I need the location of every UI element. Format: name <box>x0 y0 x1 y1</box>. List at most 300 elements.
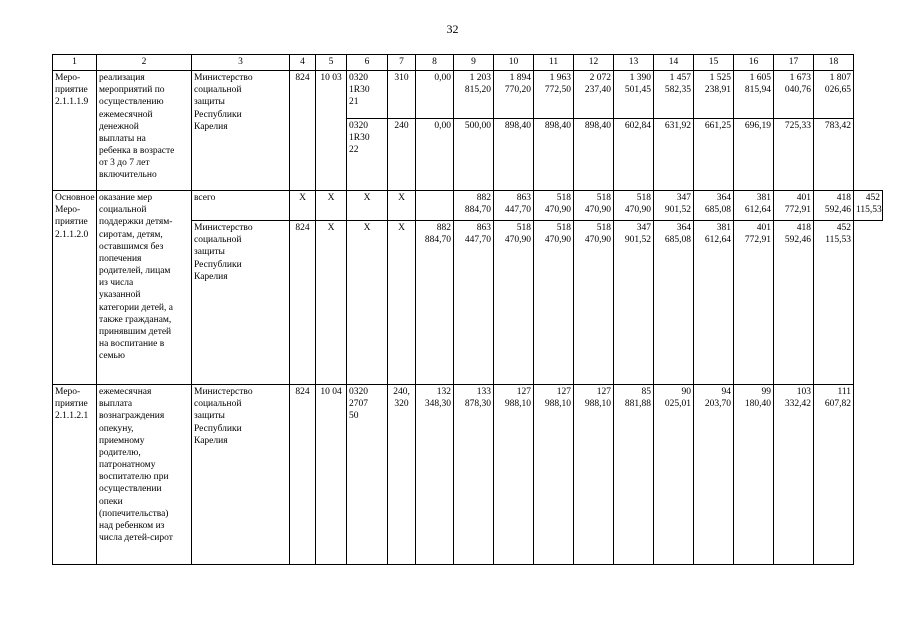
cell-line: 401 <box>796 193 811 204</box>
cell-line: 320 <box>394 399 409 410</box>
cell-line: 418 <box>836 193 851 204</box>
cell-line: 238,91 <box>704 85 731 96</box>
cell-line: категории детей, а <box>99 302 173 313</box>
cell-line: 518 <box>636 193 651 204</box>
cell-line: ежемесячной <box>99 109 153 120</box>
cell-line: 772,91 <box>784 205 811 216</box>
value-cell <box>694 119 734 191</box>
csr-cell <box>347 385 388 565</box>
cell-line: указанной <box>99 290 141 301</box>
cell-line: 1R30 <box>349 85 370 96</box>
cell-line: 99 <box>761 387 771 398</box>
cell-line: 1 673 <box>789 73 811 84</box>
x-mark-cell <box>347 221 388 385</box>
value-cell <box>574 71 614 119</box>
cell-line: 447,70 <box>504 205 531 216</box>
cell-line: 115,53 <box>856 205 882 216</box>
cell-line: приемному <box>99 435 145 446</box>
responsible-org-cell <box>192 221 290 385</box>
cell-line: Меро- <box>55 73 81 84</box>
cell-line: 685,08 <box>704 205 731 216</box>
page-number: 32 <box>446 22 459 36</box>
cell-text: 1 <box>72 57 77 67</box>
cell-line: 882 <box>476 193 491 204</box>
value-cell <box>574 385 614 565</box>
value-cell <box>534 119 574 191</box>
cell-line: (попечительства) <box>99 508 169 519</box>
cell-line: попечения <box>99 253 142 264</box>
cell-text: 14 <box>668 57 679 67</box>
cell-line: включительно <box>99 170 157 181</box>
cell-line: опекуну, <box>99 423 134 434</box>
cell-line: 348,30 <box>424 399 451 410</box>
cell-line: 452 <box>865 193 880 204</box>
header-cell <box>814 55 854 71</box>
cell-line: родителей, лицам <box>99 266 171 277</box>
value-cell <box>814 71 854 119</box>
cell-line: 132 <box>436 387 451 398</box>
cell-line: 310 <box>394 73 409 84</box>
header-cell <box>734 55 774 71</box>
cell-line: ребенка в возрасте <box>99 146 175 157</box>
responsible-org-cell <box>192 191 290 221</box>
header-cell <box>774 55 814 71</box>
cell-text: 11 <box>548 57 559 67</box>
cell-line: патронатному <box>99 460 156 471</box>
cell-line: 901,52 <box>624 235 651 246</box>
cell-line: Республики <box>194 109 242 120</box>
x-mark-cell <box>316 191 347 221</box>
cell-line: 884,70 <box>464 205 491 216</box>
value-cell <box>494 221 534 385</box>
measure-description-cell <box>97 191 192 385</box>
cell-line: 783,42 <box>824 121 851 132</box>
cell-text: 7 <box>399 57 404 67</box>
x-mark-cell <box>290 191 316 221</box>
cell-line: родителю, <box>99 447 141 458</box>
cell-line: социальной <box>194 399 242 410</box>
cell-text: X <box>363 223 371 234</box>
cell-line: 882 <box>436 223 451 234</box>
cell-line: 1R30 <box>349 133 370 144</box>
cell-text: 18 <box>828 57 839 67</box>
cell-line: 725,33 <box>784 121 811 132</box>
value-cell <box>454 119 494 191</box>
cell-line: социальной <box>194 85 242 96</box>
cell-line: Республики <box>194 259 242 270</box>
cell-line: 898,40 <box>504 121 531 132</box>
x-mark-cell <box>388 221 416 385</box>
cell-line: 898,40 <box>584 121 611 132</box>
value-cell <box>494 119 534 191</box>
cell-line: 470,90 <box>544 205 571 216</box>
cell-line: 470,90 <box>504 235 531 246</box>
value-cell <box>694 191 734 221</box>
cell-line: Меро- <box>55 205 81 216</box>
cell-line: 988,10 <box>544 399 571 410</box>
cell-text: 5 <box>328 57 334 67</box>
cell-line: 347 <box>676 193 691 204</box>
cell-line: 470,90 <box>544 235 571 246</box>
cell-line: 2.1.1.2.1 <box>55 411 89 422</box>
row-measure-2-1-1-2-1 <box>53 385 883 565</box>
cell-text: 12 <box>588 57 599 67</box>
row-measure-2-1-1-1-9-a <box>53 71 883 119</box>
value-cell <box>694 221 734 385</box>
cell-line: 881,88 <box>624 399 651 410</box>
cell-line: Карелия <box>194 121 228 132</box>
cell-line: 332,42 <box>784 399 811 410</box>
cell-line: 898,40 <box>544 121 571 132</box>
cell-line: защиты <box>194 411 225 422</box>
cell-line: Министерство <box>194 387 253 398</box>
header-cell <box>614 55 654 71</box>
cell-text: 17 <box>788 57 799 67</box>
cell-line: 115,53 <box>825 235 851 246</box>
cell-line: принявшим детей <box>99 326 172 337</box>
cell-line: оказание мер <box>99 193 153 204</box>
cell-line: оставшимся без <box>99 241 164 252</box>
cell-line: 518 <box>596 223 611 234</box>
header-cell <box>97 55 192 71</box>
cell-text: 6 <box>364 57 370 67</box>
vr-cell <box>388 385 416 565</box>
cell-line: 878,30 <box>464 399 491 410</box>
cell-text: 10 03 <box>320 73 342 84</box>
cell-line: 661,25 <box>704 121 731 132</box>
value-cell <box>454 71 494 119</box>
cell-line: 2.1.1.2.0 <box>55 229 89 240</box>
cell-line: приятие <box>55 217 88 228</box>
value-cell <box>734 221 774 385</box>
cell-text: X <box>327 223 335 234</box>
cell-line: 381 <box>716 223 731 234</box>
cell-line: 2.1.1.1.9 <box>55 97 89 108</box>
header-cell <box>654 55 694 71</box>
cell-text: 10 <box>508 57 519 67</box>
header-cell <box>192 55 290 71</box>
csr-cell <box>347 71 388 119</box>
cell-line: 602,84 <box>624 121 651 132</box>
cell-line: 401 <box>756 223 771 234</box>
rzpr-cell <box>316 385 347 565</box>
responsible-org-cell <box>192 385 290 565</box>
cell-line: 685,08 <box>664 235 691 246</box>
measure-description-cell <box>97 71 192 191</box>
header-cell <box>416 55 454 71</box>
value-cell <box>574 221 614 385</box>
value-cell <box>654 385 694 565</box>
cell-line: 863 <box>476 223 491 234</box>
cell-line: 240 <box>394 121 409 132</box>
value-cell <box>654 191 694 221</box>
cell-line: социальной <box>99 205 147 216</box>
cell-line: Карелия <box>194 435 228 446</box>
value-cell <box>614 119 654 191</box>
cell-line: 0,00 <box>434 73 451 84</box>
cell-line: 612,64 <box>744 205 771 216</box>
value-cell <box>694 385 734 565</box>
cell-line: 0320 <box>349 73 368 84</box>
header-cell <box>494 55 534 71</box>
cell-line: 381 <box>756 193 771 204</box>
cell-line: 1 894 <box>509 73 531 84</box>
row-main-measure-2-1-1-2-0-total <box>53 191 883 221</box>
value-cell <box>494 385 534 565</box>
cell-line: 452 <box>836 223 851 234</box>
cell-line: 518 <box>556 193 571 204</box>
value-cell <box>854 191 883 221</box>
value-cell <box>654 221 694 385</box>
cell-text: 9 <box>471 57 476 67</box>
cell-line: 988,10 <box>584 399 611 410</box>
header-cell <box>53 55 97 71</box>
cell-line: 364 <box>716 193 731 204</box>
measure-name-cell <box>53 71 97 191</box>
cell-text: 8 <box>432 57 437 67</box>
header-cell <box>534 55 574 71</box>
cell-line: числа детей-сирот <box>99 533 173 544</box>
value-cell <box>494 191 534 221</box>
value-cell <box>734 71 774 119</box>
cell-text: X <box>363 193 371 204</box>
value-cell <box>454 191 494 221</box>
value-cell <box>654 71 694 119</box>
cell-line: 612,64 <box>704 235 731 246</box>
cell-line: мероприятий по <box>99 85 165 96</box>
cell-line: приятие <box>55 85 88 96</box>
cell-line: 94 <box>721 387 731 398</box>
cell-line: 696,19 <box>744 121 771 132</box>
value-cell <box>416 385 454 565</box>
cell-line: 240, <box>393 387 410 398</box>
cell-line: выплаты на <box>99 133 146 144</box>
cell-line: 103 <box>796 387 811 398</box>
cell-line: 040,76 <box>784 85 811 96</box>
cell-line: 470,90 <box>584 205 611 216</box>
cell-text: 2 <box>141 57 147 67</box>
measure-description-cell <box>97 385 192 565</box>
cell-line: 0,00 <box>434 121 451 132</box>
value-cell <box>534 191 574 221</box>
cell-line: защиты <box>194 247 225 258</box>
value-cell <box>454 385 494 565</box>
cell-line: 418 <box>796 223 811 234</box>
cell-line: 863 <box>516 193 531 204</box>
cell-line: 501,45 <box>624 85 651 96</box>
vr-cell <box>388 71 416 119</box>
x-mark-cell <box>347 191 388 221</box>
cell-line: 180,40 <box>744 399 771 410</box>
cell-line: 1 963 <box>549 73 571 84</box>
value-cell <box>654 119 694 191</box>
cell-text: 16 <box>748 57 759 67</box>
cell-line: 470,90 <box>624 205 651 216</box>
grbs-cell <box>290 71 316 191</box>
cell-line: 1 390 <box>629 73 651 84</box>
cell-line: приятие <box>55 399 88 410</box>
value-cell <box>416 119 454 191</box>
cell-line: социальной <box>194 235 242 246</box>
cell-line: 347 <box>636 223 651 234</box>
grbs-cell <box>290 385 316 565</box>
cell-line: 592,46 <box>824 205 851 216</box>
cell-line: 988,10 <box>504 399 531 410</box>
cell-line: 22 <box>349 145 359 156</box>
cell-line: 815,20 <box>464 85 491 96</box>
cell-text: 10 04 <box>320 387 342 398</box>
cell-line: опеки <box>99 496 123 507</box>
cell-line: вознаграждения <box>99 411 165 422</box>
value-cell <box>494 71 534 119</box>
cell-line: над ребенком из <box>99 520 165 531</box>
value-cell <box>614 221 654 385</box>
cell-line: 770,20 <box>504 85 531 96</box>
value-cell <box>774 119 814 191</box>
value-cell <box>694 71 734 119</box>
cell-line: Республики <box>194 423 242 434</box>
header-cell <box>574 55 614 71</box>
cell-line: 772,50 <box>544 85 571 96</box>
value-cell <box>774 221 814 385</box>
header-cell <box>290 55 316 71</box>
cell-line: поддержки детям- <box>99 217 173 228</box>
cell-line: 026,65 <box>824 85 851 96</box>
cell-line: сиротам, детям, <box>99 229 163 240</box>
cell-line: 1 457 <box>669 73 691 84</box>
value-cell <box>534 385 574 565</box>
value-cell <box>574 119 614 191</box>
cell-line: 447,70 <box>464 235 491 246</box>
value-cell <box>814 221 854 385</box>
cell-text: X <box>327 193 335 204</box>
cell-line: защиты <box>194 97 225 108</box>
cell-line: Министерство <box>194 73 253 84</box>
value-cell <box>774 191 814 221</box>
value-cell <box>734 191 774 221</box>
cell-line: Меро- <box>55 387 81 398</box>
value-cell <box>734 119 774 191</box>
csr-cell <box>347 119 388 191</box>
cell-line: 470,90 <box>584 235 611 246</box>
cell-line: осуществлению <box>99 97 164 108</box>
measure-name-cell <box>53 385 97 565</box>
cell-line: из числа <box>99 278 134 289</box>
header-cell <box>694 55 734 71</box>
cell-text: 824 <box>295 223 310 234</box>
header-cell <box>316 55 347 71</box>
cell-text: X <box>398 193 405 204</box>
cell-text: X <box>398 223 405 234</box>
cell-line: 50 <box>349 411 359 422</box>
cell-line: осуществлении <box>99 484 162 495</box>
cell-line: выплата <box>99 399 133 410</box>
rzpr-cell <box>316 71 347 191</box>
cell-line: 1 525 <box>709 73 731 84</box>
cell-text: 824 <box>295 387 310 398</box>
cell-line: 592,46 <box>784 235 811 246</box>
header-row <box>53 55 883 71</box>
cell-line: Карелия <box>194 271 228 282</box>
cell-line: Основное <box>55 193 95 204</box>
x-mark-cell <box>316 221 347 385</box>
cell-text: 3 <box>238 57 243 67</box>
cell-line: 518 <box>596 193 611 204</box>
value-cell <box>416 71 454 119</box>
cell-line: 85 <box>641 387 651 398</box>
empty-cell <box>416 191 454 221</box>
cell-text: 824 <box>295 73 310 84</box>
header-cell <box>454 55 494 71</box>
cell-line: 518 <box>556 223 571 234</box>
cell-line: 1 203 <box>469 73 491 84</box>
value-cell <box>454 221 494 385</box>
cell-line: 607,82 <box>824 399 851 410</box>
value-cell <box>614 191 654 221</box>
cell-line: 1 807 <box>829 73 851 84</box>
header-cell <box>388 55 416 71</box>
cell-line: на воспитание в <box>99 339 165 350</box>
cell-line: 582,35 <box>664 85 691 96</box>
value-cell <box>814 119 854 191</box>
cell-line: воспитателю при <box>99 472 169 483</box>
responsible-org-cell <box>192 71 290 191</box>
cell-line: от 3 до 7 лет <box>99 158 150 169</box>
cell-line: 500,00 <box>464 121 491 132</box>
value-cell <box>814 191 854 221</box>
cell-line: 2 072 <box>589 73 611 84</box>
cell-line: 772,91 <box>744 235 771 246</box>
cell-line: 127 <box>516 387 531 398</box>
cell-line: 901,52 <box>664 205 691 216</box>
cell-line: 21 <box>349 97 359 108</box>
cell-line: семью <box>99 351 125 362</box>
value-cell <box>814 385 854 565</box>
cell-line: 90 <box>681 387 691 398</box>
value-cell <box>416 221 454 385</box>
cell-line: всего <box>194 193 216 204</box>
value-cell <box>734 385 774 565</box>
value-cell <box>574 191 614 221</box>
cell-text: X <box>299 193 306 204</box>
cell-line: реализация <box>99 73 145 84</box>
measure-name-cell <box>53 191 97 385</box>
x-mark-cell <box>388 191 416 221</box>
cell-line: Министерство <box>194 223 253 234</box>
cell-text: 4 <box>300 57 305 67</box>
value-cell <box>774 71 814 119</box>
value-cell <box>534 71 574 119</box>
cell-line: ежемесячная <box>99 387 152 398</box>
cell-line: 127 <box>556 387 571 398</box>
cell-line: 133 <box>476 387 491 398</box>
cell-line: 518 <box>516 223 531 234</box>
cell-line: 111 <box>837 387 851 398</box>
value-cell <box>614 385 654 565</box>
cell-line: 237,40 <box>584 85 611 96</box>
cell-line: 2707 <box>349 399 368 410</box>
cell-line: денежной <box>99 121 139 132</box>
cell-text: 13 <box>628 57 639 67</box>
value-cell <box>774 385 814 565</box>
cell-line: 203,70 <box>704 399 731 410</box>
cell-line: 815,94 <box>744 85 771 96</box>
budget-table <box>52 54 883 565</box>
grbs-cell <box>290 221 316 385</box>
value-cell <box>614 71 654 119</box>
cell-line: 0320 <box>349 121 368 132</box>
cell-line: также гражданам, <box>99 314 172 325</box>
